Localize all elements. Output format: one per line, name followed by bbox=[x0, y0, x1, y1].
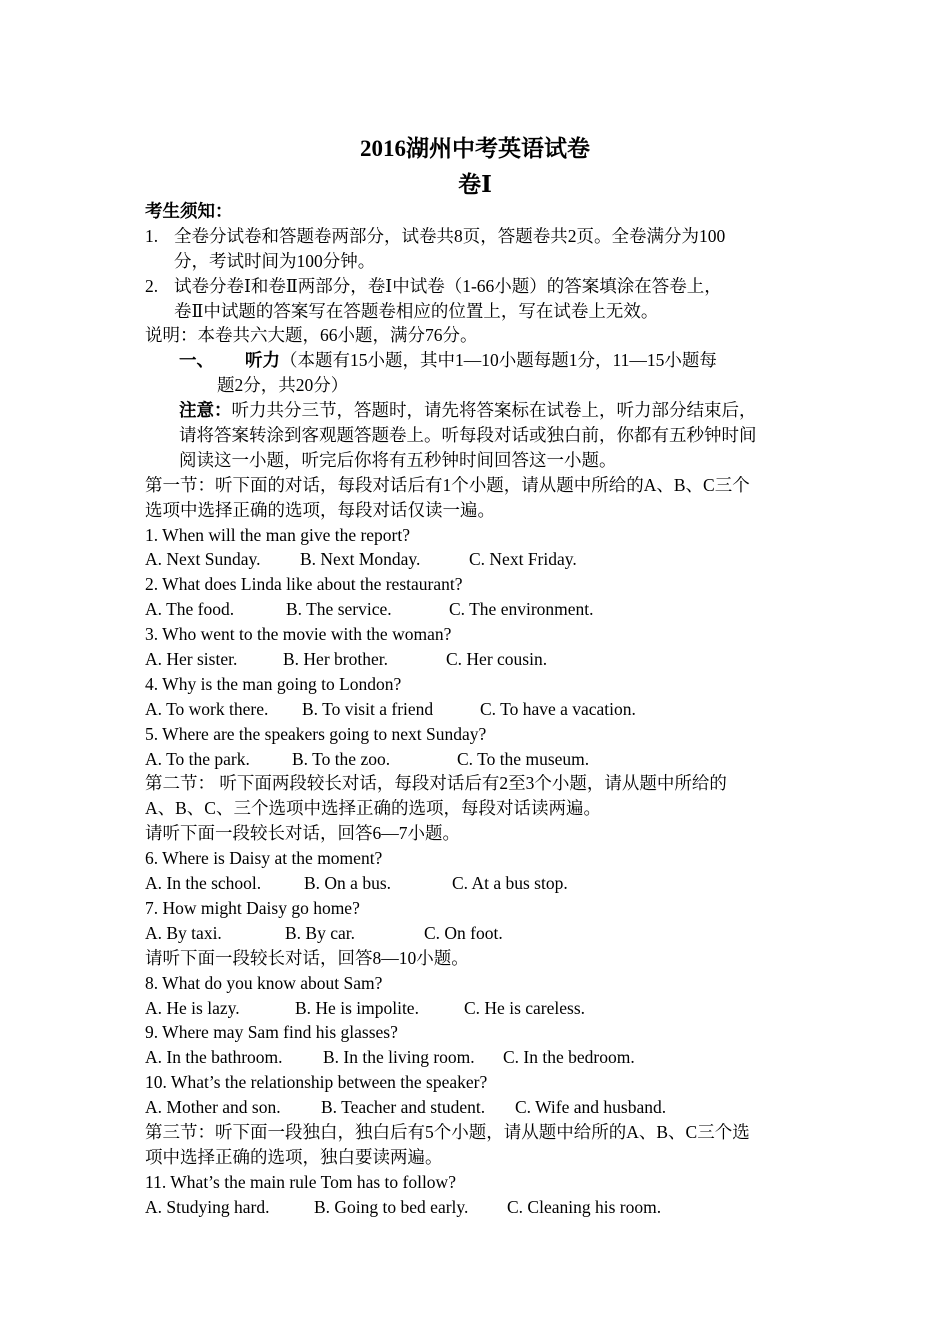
option-c: C. Cleaning his room. bbox=[507, 1196, 662, 1217]
part1-instruction-continued: 选项中选择正确的选项，每段对话仅读一遍。 bbox=[145, 499, 495, 520]
section-heading-listening bbox=[145, 348, 820, 373]
notice-item-text: 试卷分卷Ⅰ和卷Ⅱ两部分，卷Ⅰ中试卷（1-66小题）的答案填涂在答卷上， bbox=[174, 275, 722, 296]
question-6: 6. Where is Daisy at the moment? bbox=[145, 848, 383, 869]
question-7-options bbox=[145, 921, 820, 946]
option-b: B. By car. bbox=[285, 922, 355, 943]
option-c: C. Wife and husband. bbox=[515, 1097, 667, 1118]
notice-item-number: 2. bbox=[145, 275, 159, 296]
question-8-options bbox=[145, 996, 820, 1021]
question-5-options bbox=[145, 747, 820, 772]
option-b: B. Teacher and student. bbox=[321, 1097, 486, 1118]
part2-intro-a: 请听下面一段较长对话，回答6—7小题。 bbox=[145, 823, 460, 844]
question-9: 9. Where may Sam find his glasses? bbox=[145, 1022, 398, 1043]
option-b: B. He is impolite. bbox=[295, 997, 419, 1018]
option-c: C. Her cousin. bbox=[446, 649, 548, 670]
notice-item-number: 1. bbox=[145, 225, 159, 246]
part3-instruction: 第三节：听下面一段独白，独白后有5个小题，请从题中给所的A、B、C三个选 bbox=[145, 1121, 750, 1142]
option-b: B. Going to bed early. bbox=[314, 1196, 469, 1217]
option-b: B. To visit a friend bbox=[302, 698, 434, 719]
attention-line-2: 请将答案转涂到客观题答题卷上。听每段对话或独白前，你都有五秒钟时间 bbox=[179, 425, 757, 446]
question-8: 8. What do you know about Sam? bbox=[145, 972, 383, 993]
option-c: C. He is careless. bbox=[464, 997, 586, 1018]
exam-content bbox=[145, 199, 820, 1220]
part2-instruction-continued: A、B、C、三个选项中选择正确的选项，每段对话读两遍。 bbox=[145, 798, 601, 819]
attention-text: 听力共分三节，答题时，请先将答案标在试卷上，听力部分结束后， bbox=[231, 400, 757, 421]
option-b: B. On a bus. bbox=[304, 873, 392, 894]
option-b: B. To the zoo. bbox=[292, 748, 391, 769]
option-b: B. The service. bbox=[286, 599, 392, 620]
option-a: A. By taxi. bbox=[145, 922, 222, 943]
option-c: C. The environment. bbox=[449, 599, 594, 620]
question-6-options bbox=[145, 871, 820, 896]
question-9-options bbox=[145, 1045, 820, 1070]
question-3-options bbox=[145, 647, 820, 672]
notice-item-2-continued: 卷Ⅱ中试题的答案写在答题卷相应的位置上，写在试卷上无效。 bbox=[174, 300, 659, 321]
page-subtitle: 卷Ⅰ bbox=[458, 172, 492, 197]
question-1-options bbox=[145, 547, 820, 572]
question-7: 7. How might Daisy go home? bbox=[145, 897, 360, 918]
question-1: 1. When will the man give the report? bbox=[145, 524, 411, 545]
option-a: A. Studying hard. bbox=[145, 1196, 270, 1217]
option-a: A. The food. bbox=[145, 599, 235, 620]
part2-instruction: 第二节： 听下面两段较长对话，每段对话后有2至3个小题，请从题中所给的 bbox=[145, 773, 727, 794]
section-number: 一、 bbox=[179, 350, 214, 371]
option-b: B. Next Monday. bbox=[300, 549, 421, 570]
option-c: C. To the museum. bbox=[457, 748, 590, 769]
question-4-options bbox=[145, 697, 820, 722]
question-11: 11. What’s the main rule Tom has to follow? bbox=[145, 1171, 456, 1192]
notice-item-2 bbox=[145, 274, 820, 299]
option-c: C. On foot. bbox=[424, 922, 503, 943]
page-title: 2016湖州中考英语试卷 bbox=[360, 136, 590, 161]
part2-intro-b: 请听下面一段较长对话，回答8—10小题。 bbox=[145, 947, 469, 968]
option-c: C. Next Friday. bbox=[469, 549, 577, 570]
question-4: 4. Why is the man going to London? bbox=[145, 673, 402, 694]
option-c: C. In the bedroom. bbox=[503, 1047, 635, 1068]
option-c: C. At a bus stop. bbox=[452, 873, 568, 894]
question-3: 3. Who went to the movie with the woman? bbox=[145, 624, 452, 645]
part1-instruction: 第一节：听下面的对话，每段对话后有1个小题，请从题中所给的A、B、C三个 bbox=[145, 474, 750, 495]
section-description: （本题有15小题，其中1—10小题每题1分，11—15小题每 bbox=[280, 350, 717, 371]
option-b: B. Her brother. bbox=[283, 649, 388, 670]
option-a: A. Mother and son. bbox=[145, 1097, 281, 1118]
option-a: A. He is lazy. bbox=[145, 997, 240, 1018]
notice-item-text: 全卷分试卷和答题卷两部分，试卷共8页，答题卷共2页。全卷满分为100 bbox=[174, 225, 726, 246]
question-5: 5. Where are the speakers going to next Sunday? bbox=[145, 723, 487, 744]
notice-item-1 bbox=[145, 224, 820, 249]
notice-item-1-continued: 分，考试时间为100分钟。 bbox=[174, 250, 376, 271]
question-10: 10. What’s the relationship between the speaker? bbox=[145, 1072, 488, 1093]
option-a: A. Her sister. bbox=[145, 649, 238, 670]
section-title: 听力 bbox=[245, 350, 280, 371]
notice-heading: 考生须知： bbox=[145, 201, 233, 221]
part3-instruction-continued: 项中选择正确的选项，独白要读两遍。 bbox=[145, 1146, 443, 1167]
question-11-options bbox=[145, 1195, 820, 1220]
attention-label: 注意： bbox=[179, 400, 232, 421]
option-a: A. To the park. bbox=[145, 748, 250, 769]
attention-line-3: 阅读这一小题，听完后你将有五秒钟时间回答这一小题。 bbox=[179, 449, 617, 470]
question-2: 2. What does Linda like about the restaurant? bbox=[145, 574, 463, 595]
question-2-options bbox=[145, 597, 820, 622]
option-a: A. To work there. bbox=[145, 698, 269, 719]
option-c: C. To have a vacation. bbox=[480, 698, 636, 719]
option-a: A. In the bathroom. bbox=[145, 1047, 283, 1068]
attention-line-1 bbox=[145, 398, 820, 423]
section-description-continued: 题2分，共20分） bbox=[217, 375, 349, 396]
question-10-options bbox=[145, 1095, 820, 1120]
explain-text: 说明：本卷共六大题，66小题，满分76分。 bbox=[145, 325, 478, 346]
option-b: B. In the living room. bbox=[323, 1047, 475, 1068]
option-a: A. Next Sunday. bbox=[145, 549, 261, 570]
option-a: A. In the school. bbox=[145, 873, 262, 894]
